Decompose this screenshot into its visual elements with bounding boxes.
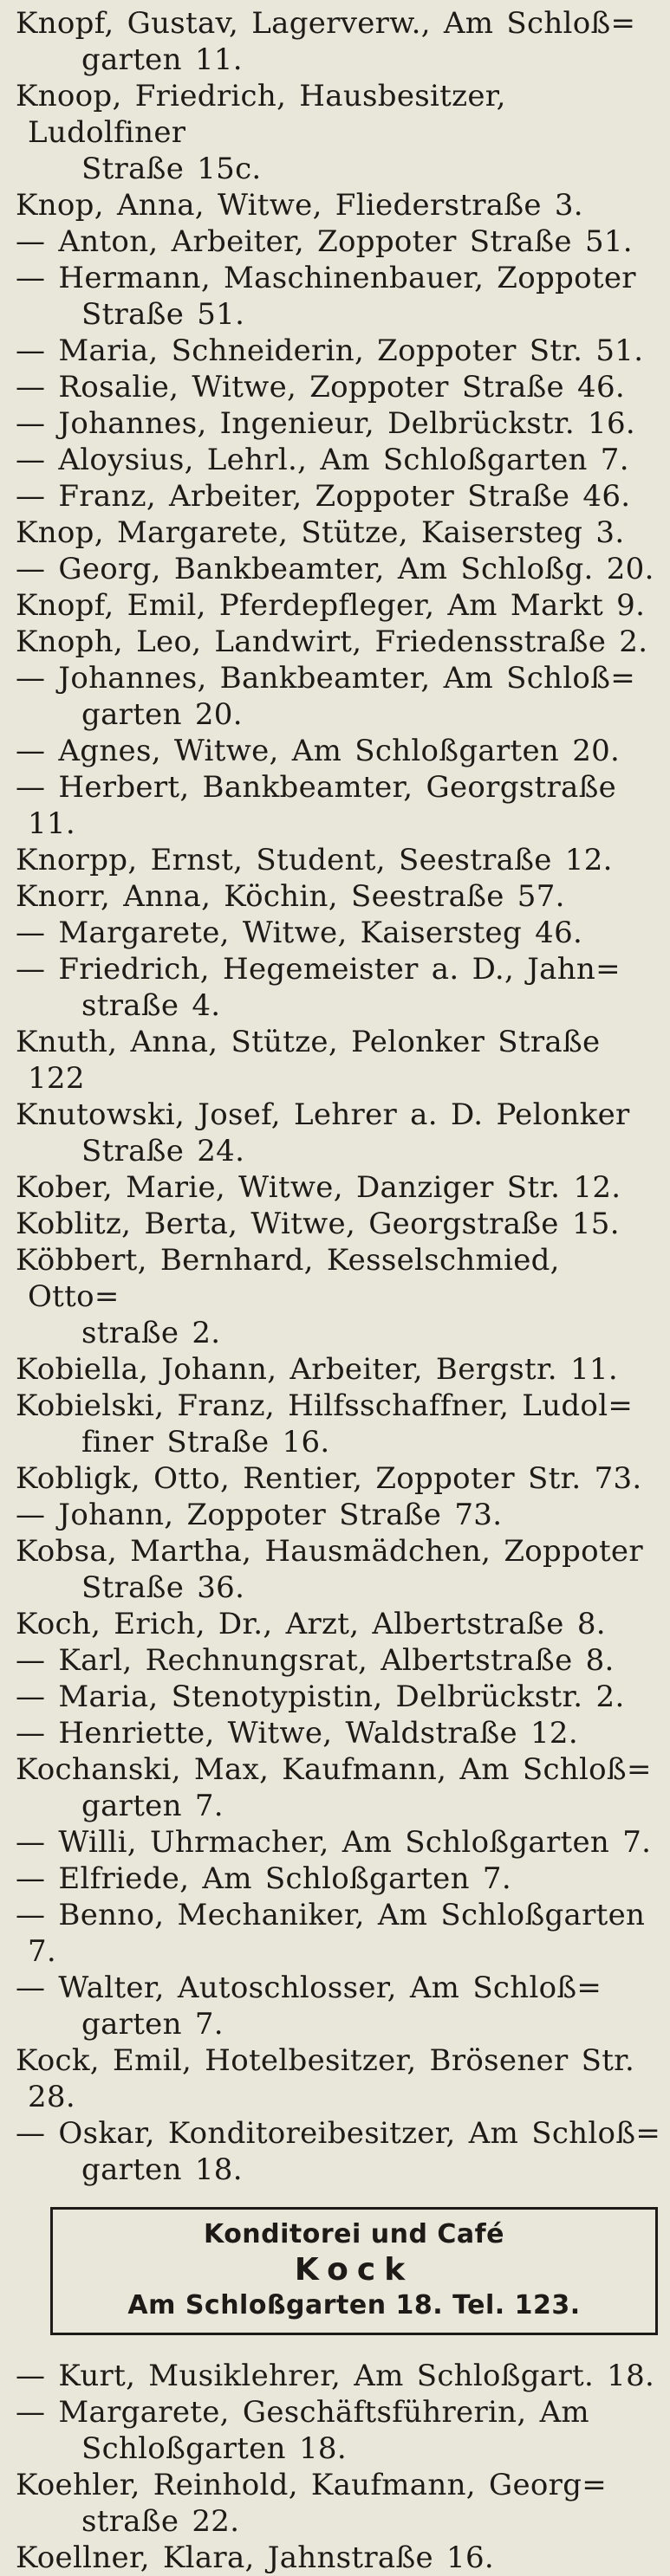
directory-entry (16, 1824, 661, 1861)
ad-business-type: Konditorei und Café (203, 2219, 505, 2249)
directory-entry (16, 442, 661, 478)
directory-entry (16, 1606, 661, 1642)
directory-entry (16, 2540, 661, 2576)
entry-text: Koblitz, Berta, Witwe, Georgstraße 15. (16, 1207, 620, 1241)
entry-text: — Johann, Zoppoter Straße 73. (16, 1498, 503, 1532)
entry-text: — Oskar, Konditoreibesitzer, Am Schloß= (16, 2116, 661, 2151)
advertisement-box (50, 2207, 658, 2335)
entry-continuation: finer Straße 16. (81, 1425, 330, 1460)
entry-text: — Agnes, Witwe, Am Schloßgarten 20. (16, 734, 621, 768)
entry-text: — Benno, Mechaniker, Am Schloßgarten 7. (16, 1898, 646, 1969)
entry-continuation: straße 22. (81, 2504, 240, 2539)
entry-continuation: Straße 15c. (81, 152, 262, 186)
entry-continuation: straße 2. (81, 1316, 221, 1350)
entry-text: — Franz, Arbeiter, Zoppoter Straße 46. (16, 479, 631, 514)
directory-entry (16, 624, 661, 660)
directory-entry (16, 1497, 661, 1533)
entry-continuation: garten 7. (81, 1789, 224, 1823)
directory-entry (16, 5, 661, 78)
entry-text: Knoop, Friedrich, Hausbesitzer, Ludolfiner (16, 79, 506, 150)
directory-entry (16, 405, 661, 442)
entry-continuation: garten 11. (81, 42, 243, 77)
directory-entry (16, 1169, 661, 1206)
entry-text: — Johannes, Ingenieur, Delbrückstr. 16. (16, 406, 636, 441)
directory-entry (16, 733, 661, 769)
directory-entry (16, 769, 661, 842)
entry-text: Köbbert, Bernhard, Kesselschmied, Otto= (16, 1243, 560, 1314)
directory-entry (16, 1679, 661, 1715)
entry-text: Koehler, Reinhold, Kaufmann, Georg= (16, 2468, 608, 2502)
entry-continuation: garten 20. (81, 697, 243, 732)
entry-text: Knoph, Leo, Landwirt, Friedensstraße 2. (16, 625, 648, 659)
entry-text: — Rosalie, Witwe, Zoppoter Straße 46. (16, 370, 626, 405)
directory-entry (16, 1351, 661, 1388)
entry-continuation: garten 7. (81, 2007, 224, 2042)
entry-text: Knuth, Anna, Stütze, Pelonker Straße 122 (16, 1025, 601, 1096)
entry-text: — Kurt, Musiklehrer, Am Schloßgart. 18. (16, 2359, 655, 2393)
directory-entry (16, 878, 661, 915)
directory-entry (16, 1024, 661, 1097)
directory-entry (16, 1642, 661, 1679)
directory-entry (16, 587, 661, 624)
entry-text: — Willi, Uhrmacher, Am Schloßgarten 7. (16, 1825, 652, 1860)
directory-entry (16, 1751, 661, 1824)
directory-entry (16, 1242, 661, 1351)
directory-entry (16, 842, 661, 878)
directory-entry (16, 223, 661, 260)
directory-entry (16, 478, 661, 515)
entry-text: Kobiella, Johann, Arbeiter, Bergstr. 11. (16, 1352, 618, 1387)
entry-text: — Margarete, Witwe, Kaisersteg 46. (16, 916, 583, 950)
directory-entry (16, 1097, 661, 1169)
directory-entry (16, 369, 661, 405)
directory-entry (16, 1533, 661, 1606)
entry-continuation: Schloßgarten 18. (81, 2431, 347, 2466)
directory-entry (16, 1861, 661, 1897)
entry-text: — Maria, Stenotypistin, Delbrückstr. 2. (16, 1680, 625, 1714)
directory-entry (16, 1388, 661, 1460)
directory-entry (16, 1460, 661, 1497)
entry-text: — Karl, Rechnungsrat, Albertstraße 8. (16, 1643, 615, 1678)
directory-entry (16, 2042, 661, 2115)
directory-entry (16, 333, 661, 369)
directory-entries-bottom (16, 2358, 661, 2576)
entry-continuation: Straße 36. (81, 1570, 245, 1605)
directory-entry (16, 2115, 661, 2188)
entry-text: Kober, Marie, Witwe, Danziger Str. 12. (16, 1170, 621, 1205)
entry-continuation: straße 4. (81, 988, 221, 1023)
directory-entry (16, 2358, 661, 2394)
entry-text: — Walter, Autoschlosser, Am Schloß= (16, 1971, 602, 2005)
directory-entry (16, 515, 661, 551)
entry-text: — Aloysius, Lehrl., Am Schloßgarten 7. (16, 443, 629, 477)
entry-continuation: Straße 51. (81, 297, 245, 332)
entry-text: Knutowski, Josef, Lehrer a. D. Pelonker (16, 1097, 630, 1132)
entry-text: — Margarete, Geschäftsführerin, Am (16, 2395, 589, 2430)
directory-entry (16, 78, 661, 187)
directory-entry (16, 1897, 661, 1970)
entry-text: Knopf, Gustav, Lagerverw., Am Schloß= (16, 6, 636, 41)
directory-entry (16, 551, 661, 587)
directory-entry (16, 1970, 661, 2042)
ad-business-name: Kock (294, 2252, 414, 2288)
entry-text: — Georg, Bankbeamter, Am Schloßg. 20. (16, 552, 654, 586)
directory-entry (16, 951, 661, 1024)
directory-entry (16, 2467, 661, 2540)
entry-text: Knopf, Emil, Pferdepfleger, Am Markt 9. (16, 588, 646, 623)
entry-text: — Johannes, Bankbeamter, Am Schloß= (16, 661, 635, 696)
entry-text: Koch, Erich, Dr., Arzt, Albertstraße 8. (16, 1607, 606, 1641)
entry-text: — Herbert, Bankbeamter, Georgstraße 11. (16, 770, 617, 841)
entry-text: Knorr, Anna, Köchin, Seestraße 57. (16, 879, 565, 914)
entry-text: Kochanski, Max, Kaufmann, Am Schloß= (16, 1752, 652, 1787)
directory-entry (16, 2394, 661, 2467)
entry-continuation: Straße 24. (81, 1134, 245, 1168)
entry-text: Koellner, Klara, Jahnstraße 16. (16, 2540, 495, 2575)
entry-text: — Anton, Arbeiter, Zoppoter Straße 51. (16, 224, 633, 259)
entry-text: — Friedrich, Hegemeister a. D., Jahn= (16, 952, 621, 987)
directory-entry (16, 915, 661, 951)
directory-entry (16, 660, 661, 733)
entry-text: — Henriette, Witwe, Waldstraße 12. (16, 1716, 578, 1751)
entry-text: Kobligk, Otto, Rentier, Zoppoter Str. 73. (16, 1461, 642, 1496)
entry-text: — Elfriede, Am Schloßgarten 7. (16, 1861, 511, 1896)
entry-text: Kock, Emil, Hotelbesitzer, Brösener Str. 28. (16, 2043, 635, 2114)
directory-entry (16, 1715, 661, 1751)
ad-address-phone: Am Schloßgarten 18. Tel. 123. (127, 2290, 581, 2320)
entry-continuation: garten 18. (81, 2152, 243, 2187)
entry-text: Kobielski, Franz, Hilfsschaffner, Ludol= (16, 1388, 634, 1423)
directory-entry (16, 260, 661, 333)
directory-entry (16, 187, 661, 223)
entry-text: — Maria, Schneiderin, Zoppoter Str. 51. (16, 333, 644, 368)
directory-entry (16, 1206, 661, 1242)
directory-entries-top (16, 5, 661, 2188)
entry-text: Kobsa, Martha, Hausmädchen, Zoppoter (16, 1534, 643, 1569)
entry-text: Knop, Anna, Witwe, Fliederstraße 3. (16, 188, 583, 223)
entry-text: Knorpp, Ernst, Student, Seestraße 12. (16, 843, 613, 877)
entry-text: — Hermann, Maschinenbauer, Zoppoter (16, 261, 636, 295)
entry-text: Knop, Margarete, Stütze, Kaisersteg 3. (16, 515, 625, 550)
